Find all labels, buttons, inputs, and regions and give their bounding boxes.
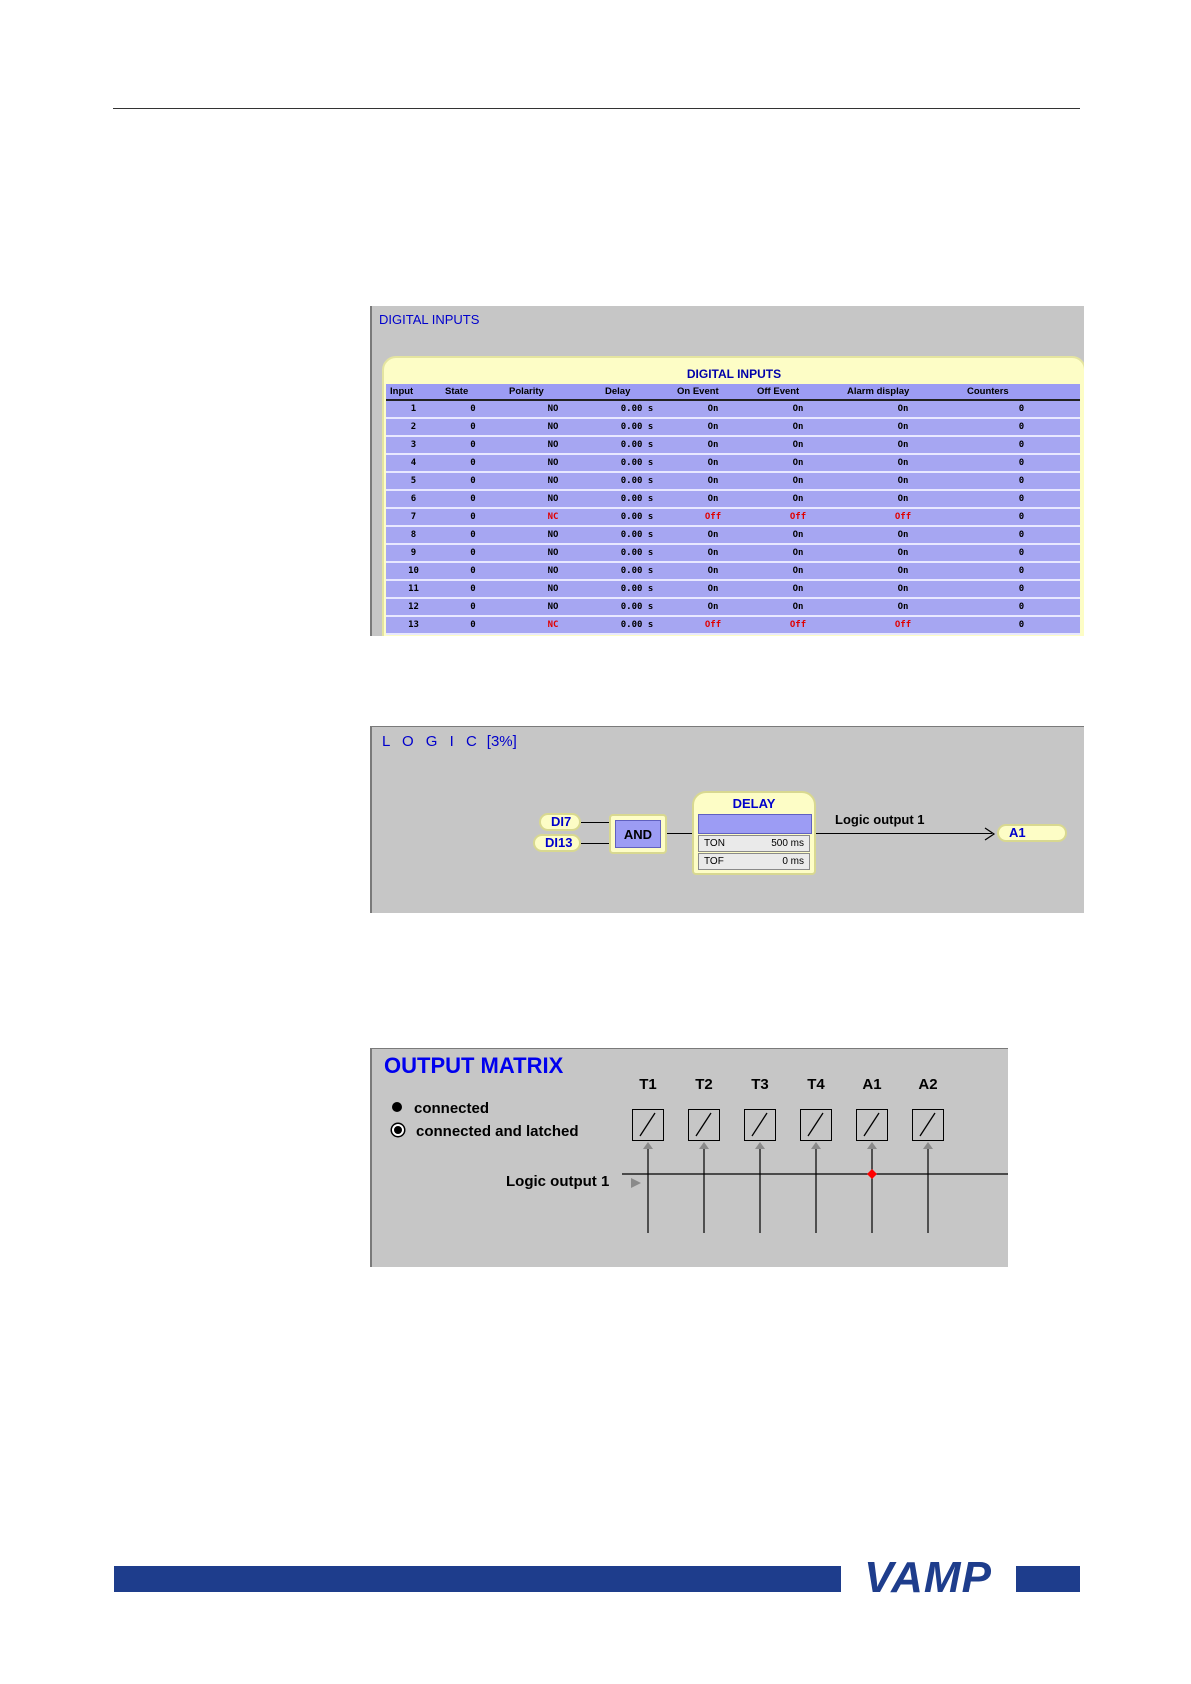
table-row[interactable] — [386, 436, 1080, 454]
table-cell[interactable]: On — [843, 580, 963, 598]
table-cell[interactable]: Off — [673, 508, 753, 526]
table-cell[interactable]: On — [753, 418, 843, 436]
table-cell[interactable]: 0.00 s — [601, 472, 673, 490]
table-cell: 12 — [386, 598, 441, 616]
table-cell: 0 — [441, 400, 505, 418]
matrix-column-label: T2 — [695, 1076, 713, 1093]
matrix-column-label: A1 — [862, 1076, 882, 1093]
delay-block[interactable] — [692, 791, 816, 875]
table-cell: 5 — [386, 472, 441, 490]
table-row[interactable] — [386, 400, 1080, 418]
table-cell[interactable]: On — [753, 436, 843, 454]
ton-label: TON — [704, 838, 725, 849]
matrix-column-label: T4 — [807, 1076, 825, 1093]
table-cell: 0 — [963, 454, 1080, 472]
table-cell[interactable]: On — [753, 454, 843, 472]
table-cell: 0 — [963, 544, 1080, 562]
table-cell: 9 — [386, 544, 441, 562]
table-cell: 0 — [963, 580, 1080, 598]
table-cell[interactable]: On — [753, 580, 843, 598]
table-cell: 3 — [386, 436, 441, 454]
table-cell[interactable]: Off — [843, 616, 963, 634]
table-cell: 0 — [441, 616, 505, 634]
logic-output-label: Logic output 1 — [835, 812, 925, 827]
table-cell[interactable]: On — [843, 490, 963, 508]
table-cell[interactable]: NO — [505, 562, 601, 580]
table-cell[interactable]: NO — [505, 580, 601, 598]
footer-bar-right — [1016, 1566, 1080, 1592]
table-row[interactable] — [386, 616, 1080, 634]
top-rule — [113, 108, 1080, 109]
table-cell[interactable]: On — [843, 454, 963, 472]
column-arrow-icon — [643, 1142, 653, 1149]
table-cell[interactable]: 0.00 s — [601, 418, 673, 436]
table-cell: 0 — [441, 598, 505, 616]
table-cell[interactable]: 0.00 s — [601, 562, 673, 580]
table-cell[interactable]: 0.00 s — [601, 526, 673, 544]
table-cell[interactable]: NO — [505, 418, 601, 436]
table-cell[interactable]: 0.00 s — [601, 508, 673, 526]
table-cell[interactable]: On — [673, 490, 753, 508]
digital-inputs-table-box — [382, 356, 1084, 636]
relay-contact-icon[interactable] — [688, 1109, 720, 1141]
table-cell[interactable]: NC — [505, 508, 601, 526]
table-row[interactable] — [386, 472, 1080, 490]
table-cell: 1 — [386, 400, 441, 418]
table-cell: 0 — [963, 526, 1080, 544]
wire-di7-and — [581, 822, 609, 823]
table-row[interactable] — [386, 418, 1080, 436]
and-gate[interactable] — [609, 814, 667, 854]
table-cell[interactable]: On — [753, 472, 843, 490]
table-cell: 7 — [386, 508, 441, 526]
table-cell[interactable]: 0.00 s — [601, 400, 673, 418]
table-cell[interactable]: On — [843, 418, 963, 436]
table-cell[interactable]: On — [843, 526, 963, 544]
column-header: Off Event — [753, 384, 843, 400]
column-arrow-icon — [699, 1142, 709, 1149]
table-cell[interactable]: NO — [505, 472, 601, 490]
table-cell[interactable]: Off — [843, 508, 963, 526]
column-arrow-icon — [755, 1142, 765, 1149]
delay-ton-row[interactable] — [698, 835, 810, 852]
table-cell[interactable]: On — [673, 400, 753, 418]
table-cell[interactable]: On — [673, 580, 753, 598]
table-cell: 0 — [963, 562, 1080, 580]
relay-contact-icon[interactable] — [800, 1109, 832, 1141]
table-cell: 0 — [441, 508, 505, 526]
connection-marker[interactable] — [867, 1169, 877, 1179]
table-cell[interactable]: NC — [505, 616, 601, 634]
table-cell[interactable]: Off — [673, 616, 753, 634]
table-cell[interactable]: 0.00 s — [601, 580, 673, 598]
table-cell[interactable]: Off — [753, 616, 843, 634]
table-cell[interactable]: On — [673, 472, 753, 490]
table-cell: 11 — [386, 580, 441, 598]
table-cell: 0 — [441, 472, 505, 490]
table-cell[interactable]: On — [843, 400, 963, 418]
output-matrix-panel — [370, 1048, 1008, 1267]
and-gate-label: AND — [615, 820, 661, 848]
column-header: Input — [386, 384, 441, 400]
table-row[interactable] — [386, 490, 1080, 508]
table-cell: 0 — [963, 400, 1080, 418]
table-cell: 0 — [963, 616, 1080, 634]
logic-output-target[interactable]: A1 — [997, 824, 1067, 842]
table-cell: 0 — [441, 490, 505, 508]
table-cell: 0 — [441, 436, 505, 454]
table-row[interactable] — [386, 598, 1080, 616]
table-cell: 0 — [441, 544, 505, 562]
wire-di13-and — [581, 843, 609, 844]
table-cell: 2 — [386, 418, 441, 436]
table-cell[interactable]: NO — [505, 526, 601, 544]
column-arrow-icon — [811, 1142, 821, 1149]
table-cell: 0 — [963, 418, 1080, 436]
table-cell[interactable]: On — [753, 526, 843, 544]
table-cell[interactable]: 0.00 s — [601, 436, 673, 454]
logic-usage: [3%] — [486, 733, 517, 750]
table-cell: 4 — [386, 454, 441, 472]
table-cell[interactable]: NO — [505, 436, 601, 454]
wire-delay-output — [816, 833, 992, 834]
table-cell[interactable]: On — [843, 562, 963, 580]
table-cell[interactable]: On — [673, 598, 753, 616]
table-cell: 13 — [386, 616, 441, 634]
table-cell[interactable]: NO — [505, 400, 601, 418]
table-cell[interactable]: On — [843, 472, 963, 490]
relay-contact-icon[interactable] — [856, 1109, 888, 1141]
table-cell: 6 — [386, 490, 441, 508]
logic-input-di7[interactable]: DI7 — [539, 813, 581, 831]
table-cell[interactable]: NO — [505, 598, 601, 616]
logic-title — [382, 733, 517, 750]
wire-and-delay — [667, 833, 692, 834]
table-row[interactable] — [386, 454, 1080, 472]
table-row[interactable] — [386, 508, 1080, 526]
relay-contact-icon[interactable] — [632, 1109, 664, 1141]
table-cell[interactable]: On — [673, 526, 753, 544]
logic-input-di13[interactable]: DI13 — [533, 834, 581, 852]
table-cell: 0 — [441, 454, 505, 472]
delay-tof-row[interactable] — [698, 853, 810, 870]
table-cell[interactable]: Off — [753, 508, 843, 526]
table-cell: 0 — [441, 526, 505, 544]
column-header: State — [441, 384, 505, 400]
table-cell[interactable]: On — [843, 544, 963, 562]
table-header-row — [386, 384, 1080, 400]
legend-latched-label: connected and latched — [416, 1123, 579, 1140]
table-cell: 0 — [963, 508, 1080, 526]
column-header: Delay — [601, 384, 673, 400]
table-cell[interactable]: On — [753, 562, 843, 580]
table-cell: 0 — [963, 436, 1080, 454]
table-cell[interactable]: On — [843, 598, 963, 616]
digital-inputs-panel-title: DIGITAL INPUTS — [379, 312, 480, 327]
column-header: On Event — [673, 384, 753, 400]
table-row[interactable] — [386, 544, 1080, 562]
table-cell[interactable]: On — [843, 436, 963, 454]
column-arrow-icon — [923, 1142, 933, 1149]
table-cell[interactable]: On — [753, 598, 843, 616]
delay-title: DELAY — [732, 796, 776, 811]
table-cell: 0 — [441, 418, 505, 436]
tof-label: TOF — [704, 856, 724, 867]
matrix-row-label: Logic output 1 — [506, 1173, 610, 1190]
table-cell[interactable]: NO — [505, 454, 601, 472]
table-cell[interactable]: On — [673, 454, 753, 472]
relay-contact-icon[interactable] — [744, 1109, 776, 1141]
ton-value: 500 ms — [771, 838, 804, 849]
logic-title-text: L O G I C — [382, 733, 481, 750]
footer-bar — [114, 1566, 841, 1592]
vamp-logo: VAMP — [864, 1553, 992, 1602]
digital-inputs-table-title: DIGITAL INPUTS — [686, 367, 782, 381]
table-row[interactable] — [386, 562, 1080, 580]
table-cell: 8 — [386, 526, 441, 544]
table-cell[interactable]: On — [673, 544, 753, 562]
table-cell: 0 — [963, 472, 1080, 490]
table-cell[interactable]: 0.00 s — [601, 544, 673, 562]
column-header: Alarm display — [843, 384, 963, 400]
column-header: Counters — [963, 384, 1080, 400]
digital-inputs-table — [386, 384, 1080, 635]
table-cell: 10 — [386, 562, 441, 580]
table-cell[interactable]: On — [753, 490, 843, 508]
table-cell[interactable]: 0.00 s — [601, 598, 673, 616]
table-cell[interactable]: 0.00 s — [601, 616, 673, 634]
tof-value: 0 ms — [782, 856, 804, 867]
output-matrix-title: OUTPUT MATRIX — [384, 1053, 564, 1078]
table-cell[interactable]: On — [753, 400, 843, 418]
matrix-column-label: A2 — [918, 1076, 938, 1093]
table-cell: 0 — [963, 598, 1080, 616]
relay-contact-icon[interactable] — [912, 1109, 944, 1141]
table-cell: 0 — [441, 562, 505, 580]
table-cell[interactable]: 0.00 s — [601, 490, 673, 508]
table-cell[interactable]: NO — [505, 544, 601, 562]
delay-bar — [698, 814, 812, 834]
table-row[interactable] — [386, 526, 1080, 544]
arrow-right-icon — [984, 827, 996, 841]
table-cell[interactable]: On — [673, 562, 753, 580]
legend-connected-label: connected — [414, 1100, 490, 1117]
table-cell[interactable]: On — [673, 418, 753, 436]
table-cell[interactable]: 0.00 s — [601, 454, 673, 472]
column-header: Polarity — [505, 384, 601, 400]
table-cell[interactable]: NO — [505, 490, 601, 508]
column-arrow-icon — [867, 1142, 877, 1149]
matrix-column-label: T1 — [639, 1076, 657, 1093]
table-cell: 0 — [963, 490, 1080, 508]
matrix-column-label: T3 — [751, 1076, 769, 1093]
table-cell[interactable]: On — [673, 436, 753, 454]
logic-panel — [370, 726, 1084, 913]
table-body — [386, 400, 1080, 634]
table-cell[interactable]: On — [753, 544, 843, 562]
digital-inputs-panel — [370, 306, 1084, 636]
table-cell: 0 — [441, 580, 505, 598]
table-row[interactable] — [386, 580, 1080, 598]
